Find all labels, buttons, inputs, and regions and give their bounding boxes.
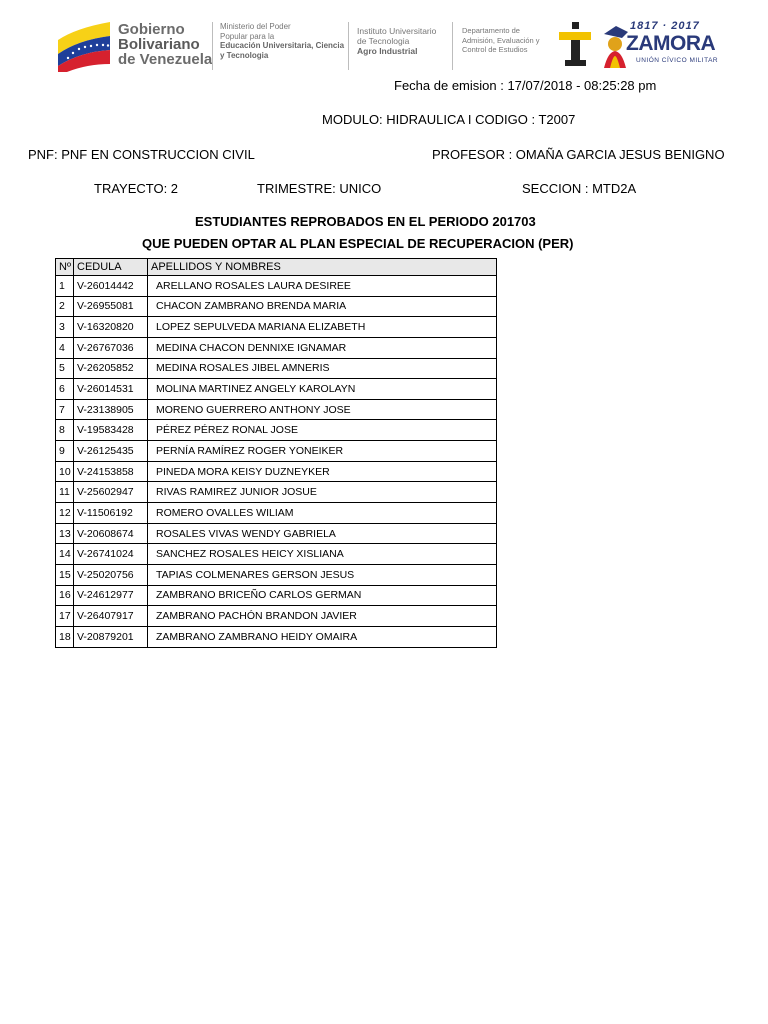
cell-nombre: ROSALES VIVAS WENDY GABRIELA xyxy=(148,523,497,544)
cell-nombre: PERNÍA RAMÍREZ ROGER YONEIKER xyxy=(148,441,497,462)
zamora-subtitle: UNIÓN CÍVICO MILITAR xyxy=(636,57,719,64)
cell-cedula: V-26767036 xyxy=(74,337,148,358)
cell-cedula: V-26407917 xyxy=(74,606,148,627)
cell-nombre: ZAMBRANO ZAMBRANO HEIDY OMAIRA xyxy=(148,626,497,647)
cell-numero: 17 xyxy=(56,606,74,627)
cell-nombre: PINEDA MORA KEISY DUZNEYKER xyxy=(148,461,497,482)
cell-numero: 12 xyxy=(56,503,74,524)
modulo-codigo: MODULO: HIDRAULICA I CODIGO : T2007 xyxy=(322,112,576,127)
cell-numero: 14 xyxy=(56,544,74,565)
cell-nombre: MORENO GUERRERO ANTHONY JOSE xyxy=(148,399,497,420)
table-row xyxy=(56,296,497,317)
table-row xyxy=(56,379,497,400)
col-header-cedula: CEDULA xyxy=(74,259,148,276)
table-row xyxy=(56,564,497,585)
trimestre: TRIMESTRE: UNICO xyxy=(257,181,382,196)
divider xyxy=(212,22,213,70)
students-table xyxy=(55,258,497,648)
cell-numero: 4 xyxy=(56,337,74,358)
cell-cedula: V-23138905 xyxy=(74,399,148,420)
cell-cedula: V-20879201 xyxy=(74,626,148,647)
pnf: PNF: PNF EN CONSTRUCCION CIVIL xyxy=(28,147,255,162)
cell-nombre: CHACON ZAMBRANO BRENDA MARIA xyxy=(148,296,497,317)
cell-cedula: V-26014442 xyxy=(74,276,148,297)
col-header-numero: Nº xyxy=(56,259,74,276)
cell-nombre: ZAMBRANO PACHÓN BRANDON JAVIER xyxy=(148,606,497,627)
table-row xyxy=(56,441,497,462)
seccion: SECCION : MTD2A xyxy=(522,181,637,196)
table-header-row xyxy=(56,259,497,276)
cell-cedula: V-16320820 xyxy=(74,317,148,338)
col-header-nombres: APELLIDOS Y NOMBRES xyxy=(148,259,497,276)
ministerio-logo-text: Ministerio del Poder Popular para la Educación Universitaria, Ciencia y Tecnologia xyxy=(220,22,345,60)
profesor: PROFESOR : OMAÑA GARCIA JESUS BENIGNO xyxy=(432,147,725,162)
cell-nombre: RIVAS RAMIREZ JUNIOR JOSUE xyxy=(148,482,497,503)
table-row xyxy=(56,606,497,627)
table-row xyxy=(56,503,497,524)
table-row xyxy=(56,544,497,565)
instituto-logo-text: Instituto Universitario de Tecnologia Agro Industrial xyxy=(357,26,437,56)
table-row xyxy=(56,461,497,482)
cell-cedula: V-20608674 xyxy=(74,523,148,544)
trayecto: TRAYECTO: 2 xyxy=(94,181,179,196)
cell-nombre: SANCHEZ ROSALES HEICY XISLIANA xyxy=(148,544,497,565)
cell-numero: 15 xyxy=(56,564,74,585)
table-row xyxy=(56,626,497,647)
table-row xyxy=(56,317,497,338)
table-row xyxy=(56,276,497,297)
venezuela-flag-icon xyxy=(56,20,112,72)
cell-cedula: V-25602947 xyxy=(74,482,148,503)
institute-i-logo-icon xyxy=(557,20,593,70)
cell-numero: 11 xyxy=(56,482,74,503)
cell-numero: 6 xyxy=(56,379,74,400)
table-body xyxy=(56,276,497,648)
cell-cedula: V-26014531 xyxy=(74,379,148,400)
divider xyxy=(452,22,453,70)
cell-numero: 1 xyxy=(56,276,74,297)
cell-nombre: ARELLANO ROSALES LAURA DESIREE xyxy=(148,276,497,297)
cell-nombre: MEDINA ROSALES JIBEL AMNERIS xyxy=(148,358,497,379)
cell-cedula: V-19583428 xyxy=(74,420,148,441)
cell-numero: 13 xyxy=(56,523,74,544)
cell-numero: 3 xyxy=(56,317,74,338)
cell-numero: 9 xyxy=(56,441,74,462)
table-row xyxy=(56,482,497,503)
table-row xyxy=(56,585,497,606)
cell-nombre: MOLINA MARTINEZ ANGELY KAROLAYN xyxy=(148,379,497,400)
cell-numero: 2 xyxy=(56,296,74,317)
cell-cedula: V-26955081 xyxy=(74,296,148,317)
fecha-emision: Fecha de emision : 17/07/2018 - 08:25:28 pm xyxy=(394,78,657,93)
cell-nombre: ZAMBRANO BRICEÑO CARLOS GERMAN xyxy=(148,585,497,606)
table-row xyxy=(56,399,497,420)
zamora-name: ZAMORA xyxy=(626,32,716,55)
cell-nombre: LOPEZ SEPULVEDA MARIANA ELIZABETH xyxy=(148,317,497,338)
cell-numero: 10 xyxy=(56,461,74,482)
cell-numero: 7 xyxy=(56,399,74,420)
cell-cedula: V-26741024 xyxy=(74,544,148,565)
cell-nombre: TAPIAS COLMENARES GERSON JESUS xyxy=(148,564,497,585)
cell-numero: 16 xyxy=(56,585,74,606)
header-logos xyxy=(52,14,722,74)
report-title-line1: ESTUDIANTES REPROBADOS EN EL PERIODO 201703 xyxy=(195,214,536,229)
cell-numero: 18 xyxy=(56,626,74,647)
table-row xyxy=(56,358,497,379)
cell-nombre: ROMERO OVALLES WILIAM xyxy=(148,503,497,524)
table-row xyxy=(56,420,497,441)
table-row xyxy=(56,337,497,358)
cell-cedula: V-24153858 xyxy=(74,461,148,482)
gobierno-logo-text: Gobierno Bolivariano de Venezuela xyxy=(118,21,213,68)
zamora-years: 1817 · 2017 xyxy=(630,20,700,32)
table-row xyxy=(56,523,497,544)
cell-numero: 8 xyxy=(56,420,74,441)
cell-cedula: V-25020756 xyxy=(74,564,148,585)
report-title-line2: QUE PUEDEN OPTAR AL PLAN ESPECIAL DE RECUPERACION (PER) xyxy=(142,236,574,251)
cell-cedula: V-24612977 xyxy=(74,585,148,606)
divider xyxy=(348,22,349,70)
cell-cedula: V-26125435 xyxy=(74,441,148,462)
cell-numero: 5 xyxy=(56,358,74,379)
cell-nombre: PÉREZ PÉREZ RONAL JOSE xyxy=(148,420,497,441)
zamora-bicentenario-logo xyxy=(600,20,722,72)
departamento-logo-text: Departamento de Admisión, Evaluación y Control de Estudios xyxy=(462,26,540,54)
cell-cedula: V-26205852 xyxy=(74,358,148,379)
cell-cedula: V-11506192 xyxy=(74,503,148,524)
cell-nombre: MEDINA CHACON DENNIXE IGNAMAR xyxy=(148,337,497,358)
